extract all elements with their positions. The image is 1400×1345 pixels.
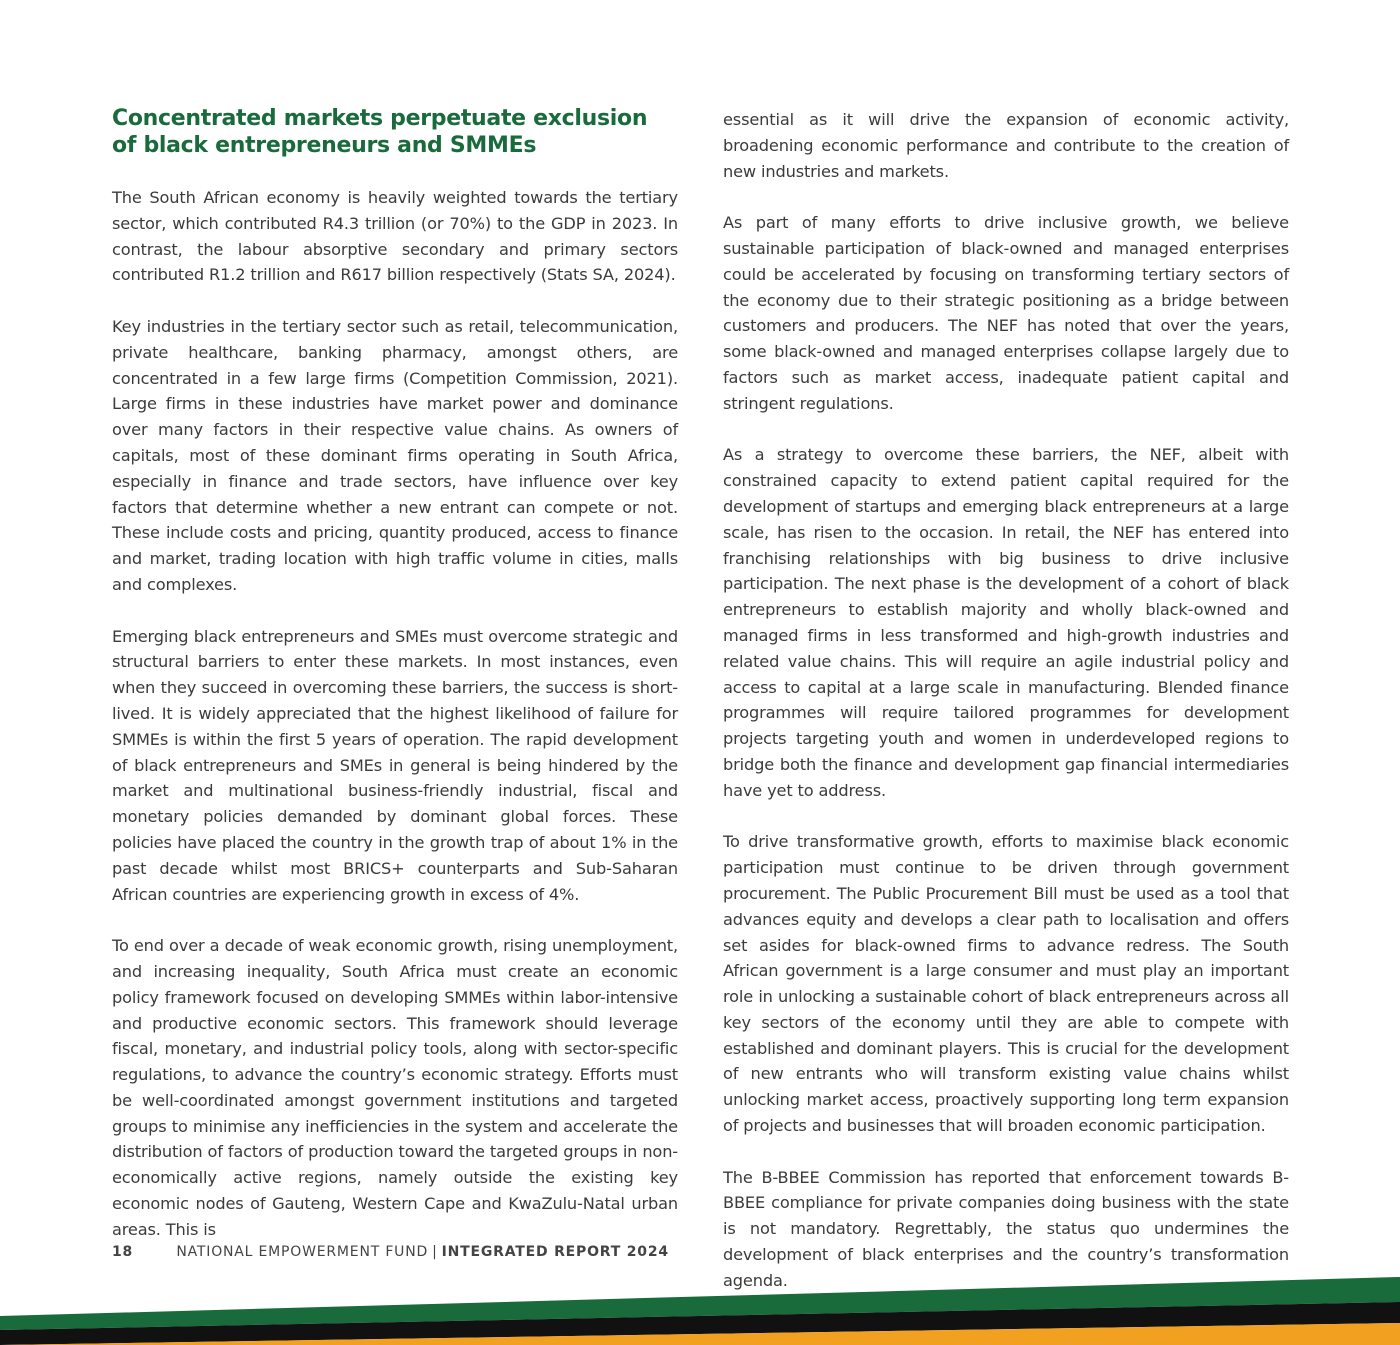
right-paragraph-1: essential as it will drive the expansion of economic activity, broadening economic performance and contribute to the creation of new industries and markets. bbox=[723, 110, 1289, 181]
left-paragraph-1: The South African economy is heavily weighted towards the tertiary sector, which contributed R4.3 trillion (or 70%) to the GDP in 2023. In contrast, the labour absorptive secondary and primary sectors contributed R1.2 trillion and R617 billion respectively (Stats SA, 2024). bbox=[112, 188, 678, 285]
left-column bbox=[112, 105, 678, 1268]
report-title: INTEGRATED REPORT 2024 bbox=[441, 1244, 669, 1260]
organisation-name: NATIONAL EMPOWERMENT FUND bbox=[176, 1244, 429, 1260]
decorative-stripes bbox=[0, 1270, 1400, 1345]
right-paragraph-3: As a strategy to overcome these barriers, the NEF, albeit with constrained capacity to extend patient capital required for the development of startups and emerging black entrepreneurs at a large scale, has risen to the occasion. In retail, the NEF has entered into franchising relationships with big business to drive inclusive participation. The next phase is the development of a cohort of black entrepreneurs to establish majority and wholly black-owned and managed firms in less transformed and high-growth industries and related value chains. This will require an agile industrial policy and access to capital at a large scale in manufacturing. Blended finance programmes will require tailored programmes for development projects targeting youth and women in underdeveloped regions to bridge both the finance and development gap financial intermediaries have yet to address. bbox=[723, 445, 1289, 800]
right-paragraph-2: As part of many efforts to drive inclusive growth, we believe sustainable participation of black-owned and managed enterprises could be accelerated by focusing on transforming tertiary sectors of the economy due to their strategic positioning as a bridge between customers and producers. The NEF has noted that over the years, some black-owned and managed enterprises collapse largely due to factors such as market access, inadequate patient capital and stringent regulations. bbox=[723, 213, 1289, 413]
left-paragraph-3: Emerging black entrepreneurs and SMEs must overcome strategic and structural barriers to enter these markets. In most instances, even when they succeed in overcoming these barriers, the success is short-lived. It is widely appreciated that the highest likelihood of failure for SMMEs is within the first 5 years of operation. The rapid development of black entrepreneurs and SMEs in general is being hindered by the market and multinational business-friendly industrial, fiscal and monetary policies demanded by dominant global forces. These policies have placed the country in the growth trap of about 1% in the past decade whilst most BRICS+ counterparts and Sub-Saharan African countries are experiencing growth in excess of 4%. bbox=[112, 626, 678, 904]
right-column bbox=[723, 107, 1289, 1319]
footer-separator: | bbox=[432, 1244, 438, 1260]
page-number: 18 bbox=[112, 1244, 134, 1260]
right-paragraph-4: To drive transformative growth, efforts to maximise black economic participation must continue to be driven through government procurement. The Public Procurement Bill must be used as a tool that advances equity and develops a clear path to localisation and offers set asides for black-owned firms to advance redress. The South African government is a large consumer and must play an important role in unlocking a sustainable cohort of black entrepreneurs across all key sectors of the economy until they are able to compete with established and dominant players. This is crucial for the development of new entrants who will transform existing value chains whilst unlocking market access, proactively supporting long term expansion of projects and businesses that will broaden economic participation. bbox=[723, 832, 1289, 1136]
section-heading: Concentrated markets perpetuate exclusion of black entrepreneurs and SMMEs bbox=[112, 106, 648, 158]
left-paragraph-2: Key industries in the tertiary sector such as retail, telecommunication, private healthcare, banking pharmacy, amongst others, are concentrated in a few large firms (Competition Commission, 2021). Large firms in these industries have market power and dominance over many factors in their respective value chains. As owners of capitals, most of these dominant firms operating in South Africa, especially in finance and trade sectors, have influence over key factors that determine whether a new entrant can compete or not. These include costs and pricing, quantity produced, access to finance and market, trading location with high traffic volume in cities, malls and complexes. bbox=[112, 316, 678, 594]
right-paragraph-5: The B-BBEE Commission has reported that enforcement towards B-BBEE compliance for private companies doing business with the state is not mandatory. Regrettably, the status quo undermines the development of black enterprises and the country’s transformation agenda. bbox=[723, 1167, 1289, 1290]
page-footer bbox=[112, 1244, 669, 1260]
left-paragraph-4: To end over a decade of weak economic growth, rising unemployment, and increasing inequality, South Africa must create an economic policy framework focused on developing SMMEs within labor-intensive and productive economic sectors. This framework should leverage fiscal, monetary, and industrial policy tools, along with sector-specific regulations, to advance the country’s economic strategy. Efforts must be well-coordinated amongst government institutions and targeted groups to minimise any inefficiencies in the system and accelerate the distribution of factors of production toward the targeted groups in non-economically active regions, namely outside the existing key economic nodes of Gauteng, Western Cape and KwaZulu-Natal urban areas. This is bbox=[112, 936, 678, 1239]
